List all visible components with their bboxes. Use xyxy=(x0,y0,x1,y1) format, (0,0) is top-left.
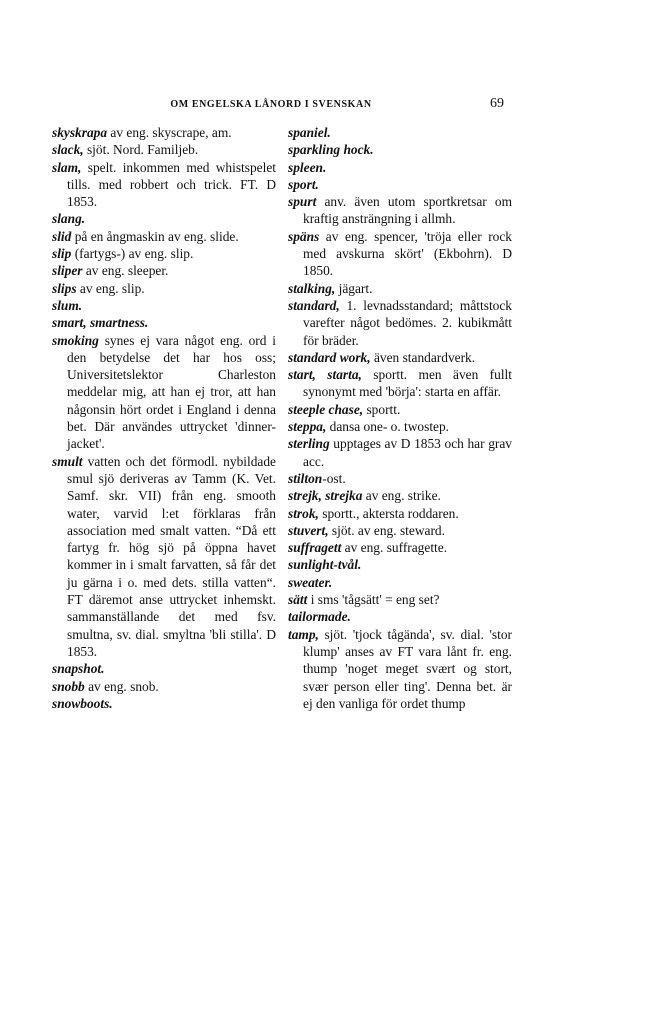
entry-headword: snobb xyxy=(52,678,85,694)
page-number: 69 xyxy=(490,96,504,111)
dictionary-entry xyxy=(288,505,512,522)
entry-headword: steppa, xyxy=(288,419,327,435)
dictionary-entry xyxy=(52,660,276,677)
entry-headword: tamp, xyxy=(288,626,319,642)
dictionary-entry xyxy=(52,297,276,314)
entry-headword: sätt xyxy=(288,592,308,608)
entry-text: i sms 'tågsätt' = eng set? xyxy=(307,592,440,608)
right-column xyxy=(288,124,512,712)
entry-text: upptages av D 1853 och har grav acc. xyxy=(303,436,512,469)
entry-text: av eng. spencer, 'tröja eller rock med avskurna skört' (Ekbohrn). D 1850. xyxy=(303,228,512,279)
dictionary-entry xyxy=(52,141,276,158)
entry-headword: slum. xyxy=(52,297,83,313)
page-header xyxy=(52,94,504,114)
dictionary-entry xyxy=(52,332,276,453)
dictionary-entry xyxy=(288,608,512,625)
entry-headword: slid xyxy=(52,228,72,244)
entry-headword: strejk, strejka xyxy=(288,488,363,504)
dictionary-entry xyxy=(52,678,276,695)
entry-headword: slam, xyxy=(52,159,82,175)
entry-headword: sliper xyxy=(52,263,83,279)
running-title: OM ENGELSKA LÅNORD I SVENSKAN xyxy=(170,98,372,110)
entry-headword: smoking xyxy=(52,332,99,348)
dictionary-entry xyxy=(52,124,276,141)
entry-headword: slang. xyxy=(52,211,86,227)
entry-text: sportt. men även fullt synonymt med 'börja': starta en affär. xyxy=(303,367,512,400)
entry-text: dansa one- o. twostep. xyxy=(326,419,450,435)
entry-headword: snowboots. xyxy=(52,695,113,711)
entry-headword: snapshot. xyxy=(52,661,105,677)
dictionary-entry xyxy=(288,228,512,280)
entry-text: 1. levnadsstandard; måttstock varefter något bedömes. 2. kubikmått för bräder. xyxy=(303,297,512,348)
entry-headword: stuvert, xyxy=(288,522,329,538)
dictionary-entry xyxy=(288,591,512,608)
entry-text: av eng. skyscrape, am. xyxy=(107,125,232,140)
entry-text: vatten och det förmodl. nybildade smul sjö deriveras av Tamm (K. Vet. Samf. skr. VII) från eng. smooth water, varvid l:et förklaras från association med smalt vatten. “Då ett fartyg fr. hög sjö på öppna havet kommer in i smalt farvatten, så får det ju gärna i o. med dets. stilla vatten“. FT däremot anse uttrycket inhemskt. sammanställande det med fsv. smultna, sv. dial. smyltna 'bli stilla'. D 1853. xyxy=(67,453,276,659)
entry-headword: sparkling hock. xyxy=(288,142,374,158)
dictionary-entry xyxy=(288,626,512,712)
entry-text: -ost. xyxy=(322,470,346,486)
dictionary-entry xyxy=(288,349,512,366)
dictionary-entry xyxy=(288,539,512,556)
dictionary-entry xyxy=(288,124,512,141)
entry-text: spelt. inkommen med whistspelet tills. med robbert och trick. FT. D 1853. xyxy=(67,159,276,210)
dictionary-entry xyxy=(52,280,276,297)
entry-headword: suffragett xyxy=(288,540,342,556)
dictionary-entry xyxy=(288,176,512,193)
left-column xyxy=(52,124,276,712)
entry-text: sjöt. av eng. steward. xyxy=(328,522,445,538)
entry-headword: standard work, xyxy=(288,349,371,365)
entry-headword: stilton xyxy=(288,470,323,486)
entry-headword: spurt xyxy=(288,194,317,210)
entry-text: (fartygs-) av eng. slip. xyxy=(71,246,194,262)
dictionary-entry xyxy=(52,262,276,279)
entry-text: anv. även utom sportkretsar om kraftig ansträngning i allmh. xyxy=(303,194,512,227)
entry-text: sjöt. 'tjock tågända', sv. dial. 'stor klump' anses av FT vara lånt fr. eng. thump 'noget meget svært og stort, svær person eller ting'. Denna bet. är ej den vanliga för ordet thump xyxy=(303,626,512,711)
entry-headword: sterling xyxy=(288,436,330,452)
dictionary-entry xyxy=(52,695,276,712)
dictionary-entry xyxy=(52,245,276,262)
entry-text: av eng. slip. xyxy=(76,280,145,296)
dictionary-entry xyxy=(288,280,512,297)
entry-headword: spaniel. xyxy=(288,125,331,140)
dictionary-entry xyxy=(288,366,512,401)
entry-text: sjöt. Nord. Familjeb. xyxy=(83,142,199,158)
entry-text: även standardverk. xyxy=(370,349,476,365)
entry-headword: slip xyxy=(52,246,72,262)
dictionary-entry xyxy=(52,228,276,245)
dictionary-entry xyxy=(288,435,512,470)
dictionary-entry xyxy=(288,193,512,228)
dictionary-entry xyxy=(52,453,276,661)
dictionary-entry xyxy=(52,314,276,331)
entry-text: av eng. suffragette. xyxy=(341,540,448,556)
entry-headword: steeple chase, xyxy=(288,401,364,417)
entry-headword: strok, xyxy=(288,505,319,521)
dictionary-entry xyxy=(288,487,512,504)
entry-headword: stalking, xyxy=(288,280,336,296)
entry-text: av eng. sleeper. xyxy=(82,263,169,279)
entry-headword: slack, xyxy=(52,142,84,158)
dictionary-entry xyxy=(288,574,512,591)
dictionary-entry xyxy=(52,210,276,227)
dictionary-entry xyxy=(288,401,512,418)
entry-headword: slips xyxy=(52,280,77,296)
entry-text: jägart. xyxy=(335,280,373,296)
entry-text: sportt., aktersta roddaren. xyxy=(318,505,459,521)
entry-text: på en ångmaskin av eng. slide. xyxy=(71,228,239,244)
entry-text: synes ej vara något eng. ord i den betydelse det har hos oss; Universitetslektor Charleston meddelar mig, att han ej tror, att han någonsin hört ordet i England i denna bet. Där användes uttrycket 'dinner-jacket'. xyxy=(67,332,276,452)
dictionary-entry xyxy=(288,159,512,176)
dictionary-entry xyxy=(52,159,276,211)
dictionary-entry xyxy=(288,522,512,539)
entry-text: av eng. snob. xyxy=(84,678,159,694)
entry-text: sportt. xyxy=(363,401,401,417)
entry-headword: tailormade. xyxy=(288,609,351,625)
entry-headword: sunlight-tvål. xyxy=(288,557,362,573)
entry-headword: smult xyxy=(52,453,83,469)
entry-headword: start, starta, xyxy=(288,367,362,383)
entry-headword: spleen. xyxy=(288,159,327,175)
dictionary-entry xyxy=(288,297,512,349)
entry-headword: smart, smartness. xyxy=(52,315,149,331)
entry-headword: skyskrapa xyxy=(52,125,108,140)
dictionary-entry xyxy=(288,141,512,158)
dictionary-entry xyxy=(288,418,512,435)
dictionary-entry xyxy=(288,470,512,487)
entry-headword: sport. xyxy=(288,176,319,192)
entry-text: av eng. strike. xyxy=(362,488,441,504)
entry-headword: späns xyxy=(288,228,320,244)
dictionary-entry xyxy=(288,556,512,573)
entry-headword: sweater. xyxy=(288,574,333,590)
entry-headword: standard, xyxy=(288,297,340,313)
